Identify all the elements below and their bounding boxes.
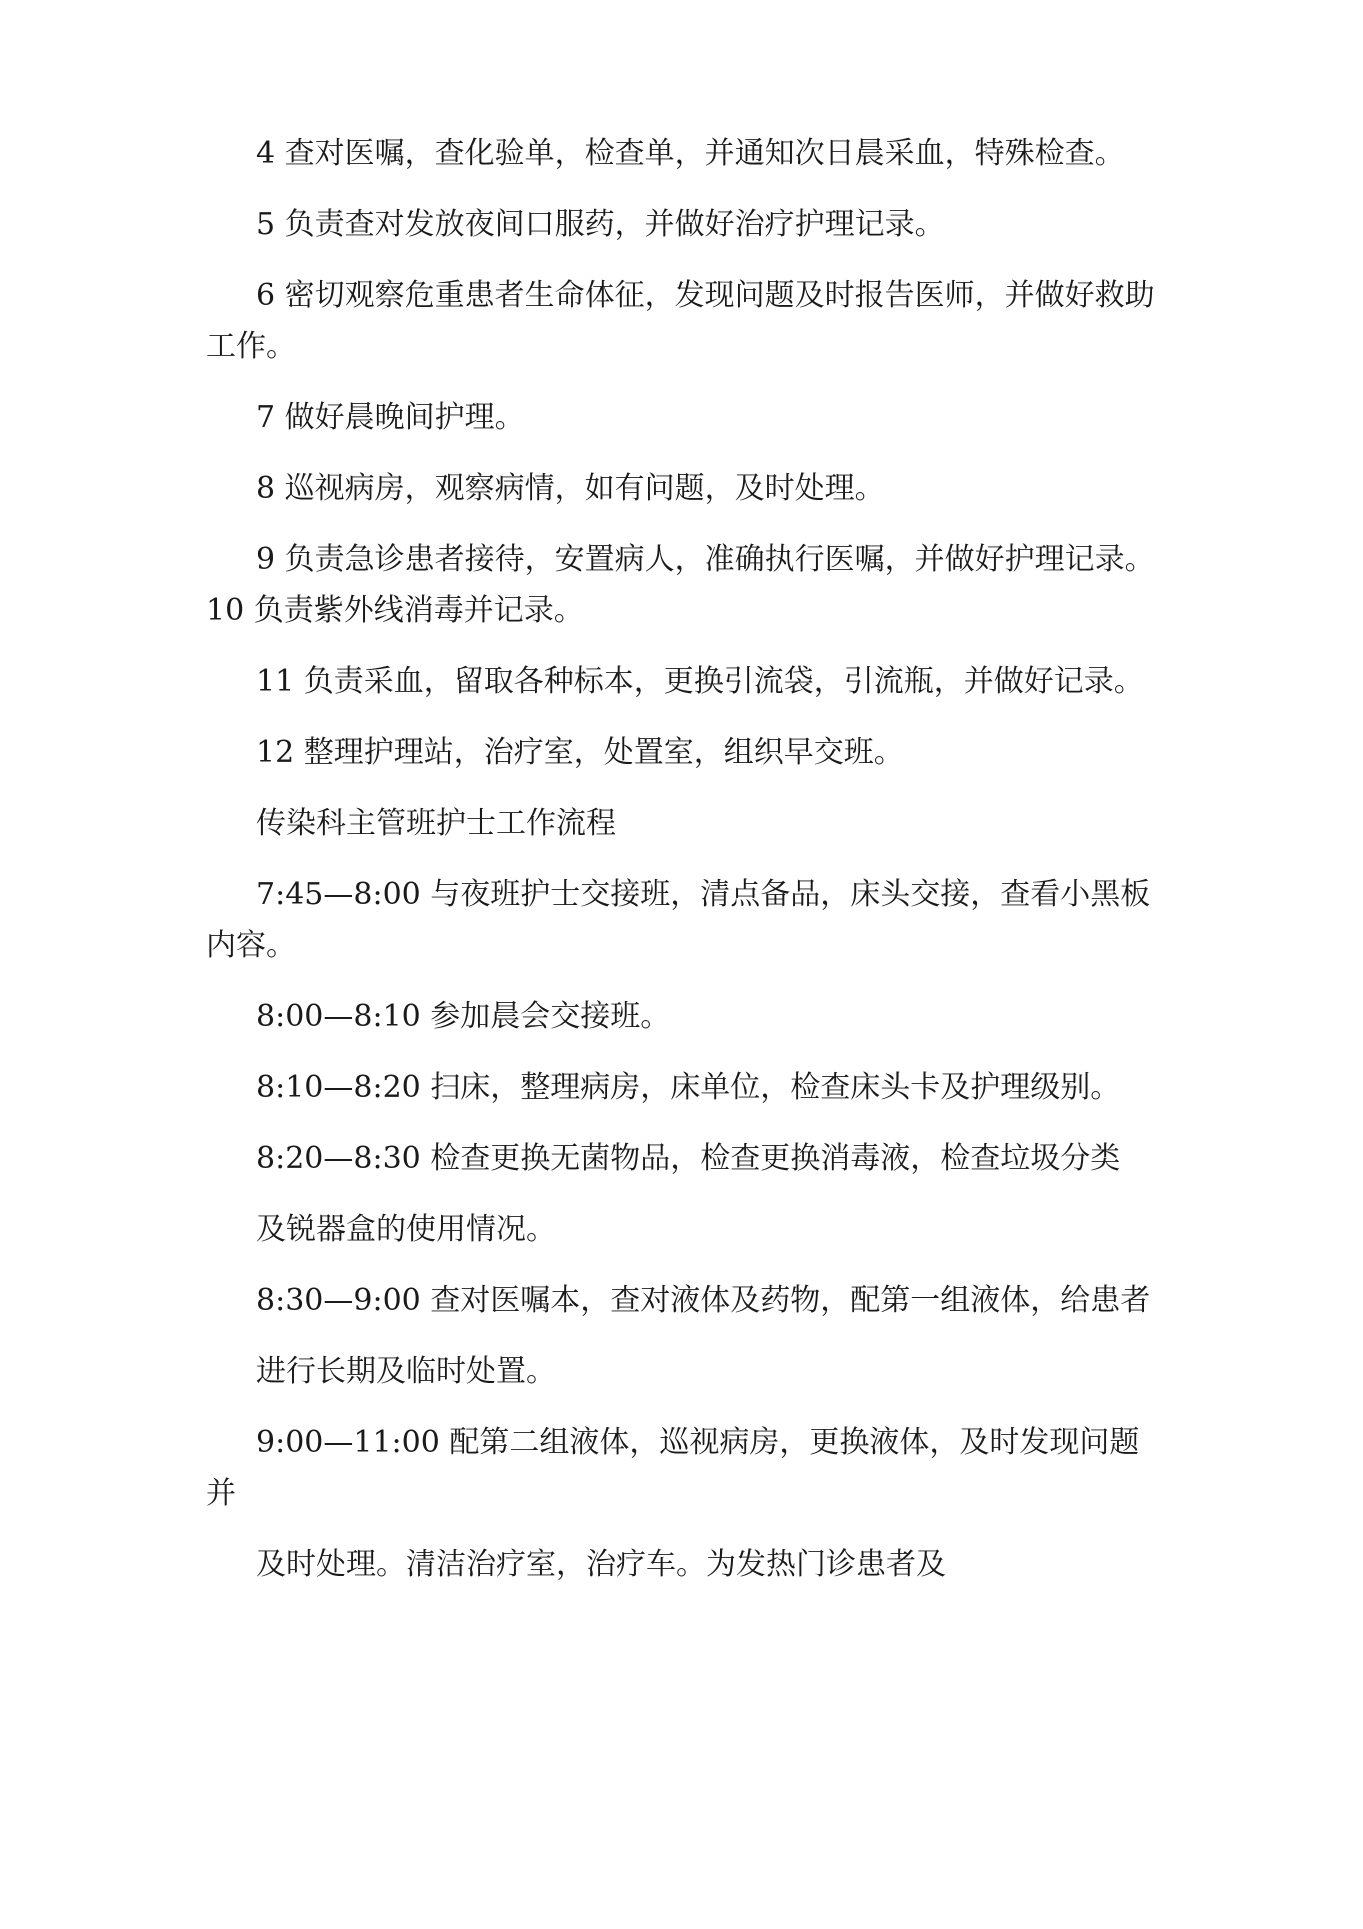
paragraph-17: 及时处理。清洁治疗室，治疗车。为发热门诊患者及 [256, 1547, 946, 1582]
paragraph-14: 8:30—9:00 查对医嘱本，查对液体及药物，配第一组液体，给患者 [256, 1283, 1151, 1318]
paragraph-3: 6 密切观察危重患者生命体征，发现问题及时报告医师，并做好救助工作。 [206, 278, 1155, 364]
paragraph-1: 4 查对医嘱，查化验单，检查单，并通知次日晨采血，特殊检查。 [256, 136, 1125, 171]
section-heading: 传染科主管班护士工作流程 [256, 806, 616, 841]
paragraph-15: 进行长期及临时处置。 [256, 1354, 556, 1389]
paragraph-9: 7:45—8:00 与夜班护士交接班，清点备品，床头交接，查看小黑板内容。 [206, 877, 1151, 963]
paragraph-11: 8:10—8:20 扫床，整理病房，床单位，检查床头卡及护理级别。 [256, 1070, 1121, 1105]
paragraph-16: 9:00—11:00 配第二组液体，巡视病房，更换液体，及时发现问题并 [206, 1425, 1140, 1511]
paragraph-7: 11 负责采血，留取各种标本，更换引流袋，引流瓶，并做好记录。 [256, 664, 1144, 699]
document-body [206, 128, 1166, 1610]
paragraph-4: 7 做好晨晚间护理。 [256, 400, 525, 435]
paragraph-13: 及锐器盒的使用情况。 [256, 1212, 556, 1247]
paragraph-5: 8 巡视病房，观察病情，如有问题，及时处理。 [256, 471, 885, 506]
paragraph-8: 12 整理护理站，治疗室，处置室，组织早交班。 [256, 735, 904, 770]
paragraph-6: 9 负责急诊患者接待，安置病人，准确执行医嘱，并做好护理记录。10 负责紫外线消毒并记录。 [206, 542, 1155, 628]
paragraph-2: 5 负责查对发放夜间口服药，并做好治疗护理记录。 [256, 207, 945, 242]
paragraph-12: 8:20—8:30 检查更换无菌物品，检查更换消毒液，检查垃圾分类 [256, 1141, 1121, 1176]
paragraph-10: 8:00—8:10 参加晨会交接班。 [256, 999, 671, 1034]
